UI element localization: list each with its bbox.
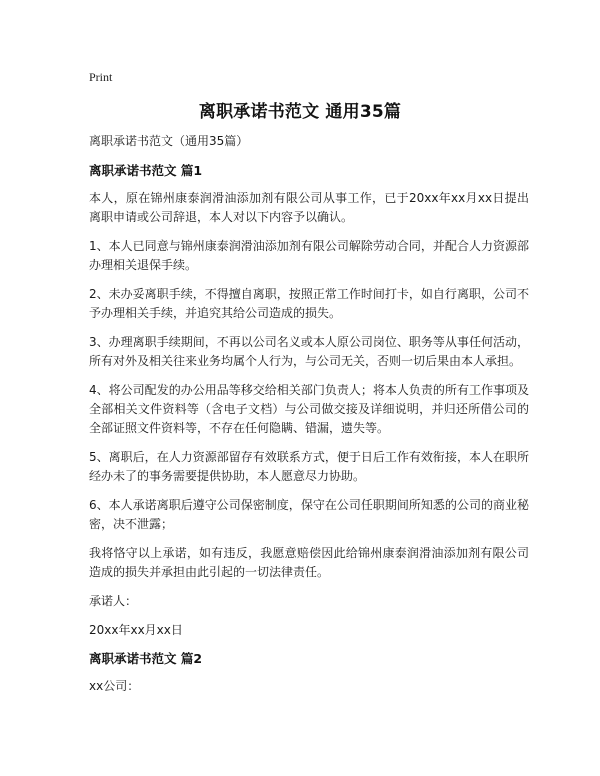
section-heading-1: 离职承诺书范文 篇1	[89, 163, 203, 178]
paragraph: 本人，原在锦州康泰润滑油添加剂有限公司从事工作，已于20xx年xx月xx日提出离职申请或公司辞退，本人对以下内容予以确认。	[89, 191, 529, 224]
document-subtitle: 离职承诺书范文（通用35篇）	[89, 134, 249, 148]
paragraph: 6、本人承诺离职后遵守公司保密制度，保守在公司任职期间所知悉的公司的商业秘密，决不泄露；	[89, 498, 529, 531]
paragraph: xx公司：	[89, 679, 140, 693]
page-title: 离职承诺书范文 通用35篇	[198, 102, 402, 122]
paragraph: 我将恪守以上承诺，如有违反，我愿意赔偿因此给锦州康泰润滑油添加剂有限公司造成的损失并承担由此引起的一切法律责任。	[89, 546, 529, 579]
signatory-label: 承诺人：	[89, 594, 138, 608]
signature-date: 20xx年xx月xx日	[89, 623, 183, 637]
paragraph: 4、将公司配发的办公用品等移交给相关部门负责人；将本人负责的所有工作事项及全部相关文件资料等（含电子文档）与公司做交接及详细说明，并归还所借公司的全部证照文件资料等，不存在任何隐瞒、错漏，遗失等。	[89, 383, 529, 435]
section-heading-2: 离职承诺书范文 篇2	[89, 651, 203, 666]
document-body	[89, 133, 529, 706]
paragraph: 1、本人已同意与锦州康泰润滑油添加剂有限公司解除劳动合同，并配合人力资源部办理相关退保手续。	[89, 239, 529, 272]
paragraph: 2、未办妥离职手续，不得擅自离职，按照正常工作时间打卡，如自行离职，公司不予办理相关手续，并追究其给公司造成的损失。	[89, 287, 529, 320]
paragraph: 5、离职后，在人力资源部留存有效联系方式，便于日后工作有效衔接，本人在职所经办未了的事务需要提供协助，本人愿意尽力协助。	[89, 450, 529, 483]
print-label: Print	[89, 70, 113, 84]
paragraph: 3、办理离职手续期间，不再以公司名义或本人原公司岗位、职务等从事任何活动，所有对外及相关往来业务均属个人行为，与公司无关，否则一切后果由本人承担。	[89, 335, 529, 368]
